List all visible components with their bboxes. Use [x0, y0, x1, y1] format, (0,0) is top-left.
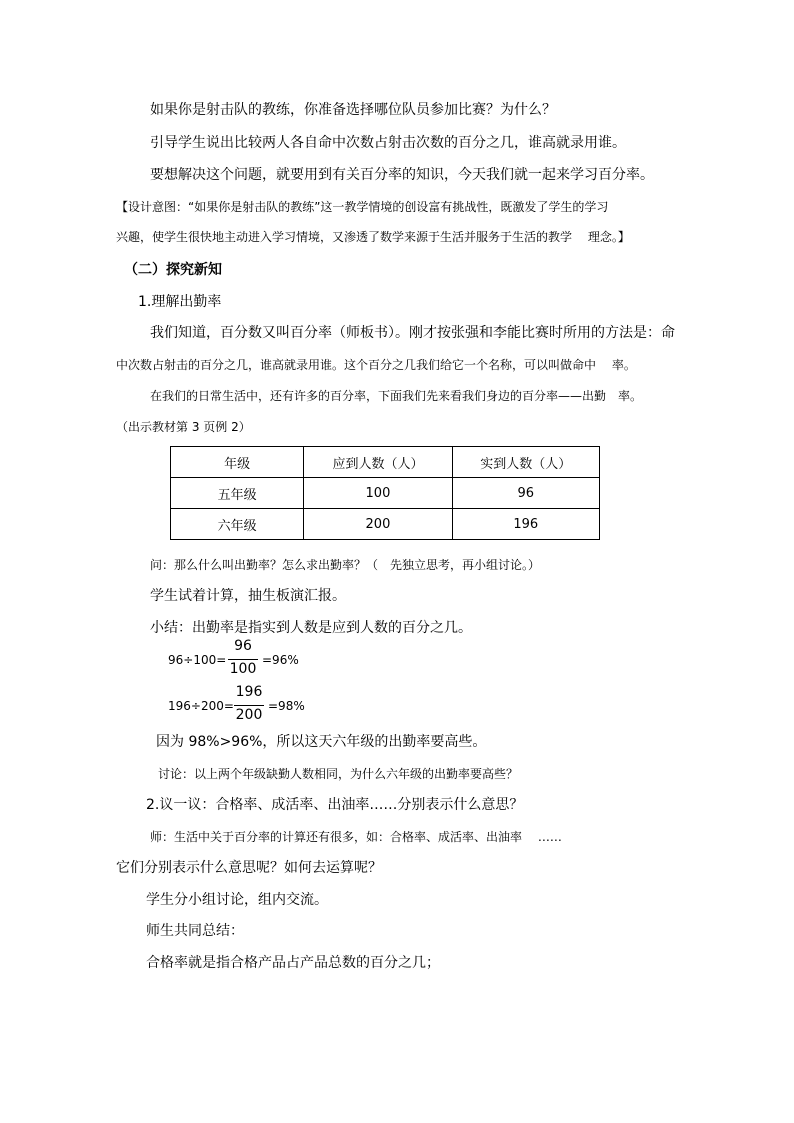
paragraph-pass-rate: 合格率就是指合格产品占产品总数的百分之几； — [146, 955, 440, 971]
table-row — [171, 478, 600, 509]
table-header-cell: 实到人数（人） — [452, 447, 599, 478]
paragraph-question-attendance: 问：那么什么叫出勤率？怎么求出勤率？（ 先独立思考，再小组讨论。） — [150, 558, 541, 572]
equation-grade5 — [168, 638, 308, 678]
equation-grade6 — [168, 684, 308, 724]
paragraph-guide-students: 引导学生说出比较两人各自命中次数占射击次数的百分之几，谁高就录用谁。 — [150, 135, 626, 151]
fraction-numerator: 196 — [235, 684, 263, 700]
paragraph-summary-attendance: 小结：出勤率是指实到人数是应到人数的百分之几。 — [150, 620, 472, 636]
table-cell: 100 — [304, 478, 452, 509]
paragraph-hit-rate: 中次数占射击的百分之几，谁高就录用谁。这个百分之几我们给它一个名称，可以叫做命中 率。 — [116, 358, 636, 372]
paragraph-comparison: 因为 98%>96%，所以这天六年级的出勤率要高些。 — [156, 734, 487, 750]
paragraph-percentage-rate: 我们知道，百分数又叫百分率（师板书）。刚才按张强和李能比赛时所用的方法是：命 — [150, 325, 675, 341]
equation-left: 196÷200= — [168, 699, 234, 713]
table-cell: 196 — [452, 509, 599, 540]
table-cell: 六年级 — [171, 509, 304, 540]
fraction-denominator: 100 — [229, 661, 257, 677]
attendance-table — [170, 446, 600, 540]
table-cell: 200 — [304, 509, 452, 540]
paragraph-question-coach: 如果你是射击队的教练，你准备选择哪位队员参加比赛？为什么？ — [150, 102, 556, 118]
equation-result: =98% — [268, 699, 305, 713]
paragraph-meaning-question: 它们分别表示什么意思呢？如何去运算呢？ — [116, 860, 382, 876]
paragraph-daily-rates: 在我们的日常生活中，还有许多的百分率，下面我们先来看我们身边的百分率——出勤 率。 — [150, 389, 643, 403]
subsection-heading-discuss: 2.议一议：合格率、成活率、出油率……分别表示什么意思？ — [146, 797, 524, 813]
paragraph-group-discussion: 学生分小组讨论，组内交流。 — [146, 892, 328, 908]
section-heading-explore: （二）探究新知 — [124, 262, 222, 278]
table-header-row — [171, 447, 600, 478]
paragraph-discussion: 讨论：以上两个年级缺勤人数相同，为什么六年级的出勤率要高些？ — [158, 767, 519, 781]
subsection-heading-attendance: 1.理解出勤率 — [138, 294, 222, 310]
table-header-cell: 年级 — [171, 447, 304, 478]
equation-result: =96% — [262, 653, 299, 667]
table-row — [171, 509, 600, 540]
fraction-numerator: 96 — [234, 638, 252, 654]
paragraph-teacher-examples: 师：生活中关于百分率的计算还有很多，如：合格率、成活率、出油率 …… — [150, 830, 562, 844]
paragraph-joint-summary: 师生共同总结： — [146, 923, 244, 939]
table-cell: 96 — [452, 478, 599, 509]
table-cell: 五年级 — [171, 478, 304, 509]
paragraph-textbook-example: （出示教材第 3 页例 2） — [116, 420, 251, 434]
paragraph-students-calculate: 学生试着计算，抽生板演汇报。 — [150, 588, 346, 604]
fraction-bar — [228, 659, 258, 660]
design-intent-line1: 【设计意图：“如果你是射击队的教练”这一教学情境的创设富有挑战性，既激发了学生的学习 — [116, 200, 609, 214]
design-intent-line2: 兴趣，使学生很快地主动进入学习情境，又渗透了数学来源于生活并服务于生活的教学 理念。】 — [116, 230, 630, 244]
paragraph-introduce-topic: 要想解决这个问题，就要用到有关百分率的知识，今天我们就一起来学习百分率。 — [150, 167, 654, 183]
equation-left: 96÷100= — [168, 653, 227, 667]
fraction-denominator: 200 — [235, 707, 263, 723]
table-header-cell: 应到人数（人） — [304, 447, 452, 478]
fraction-bar — [234, 705, 264, 706]
